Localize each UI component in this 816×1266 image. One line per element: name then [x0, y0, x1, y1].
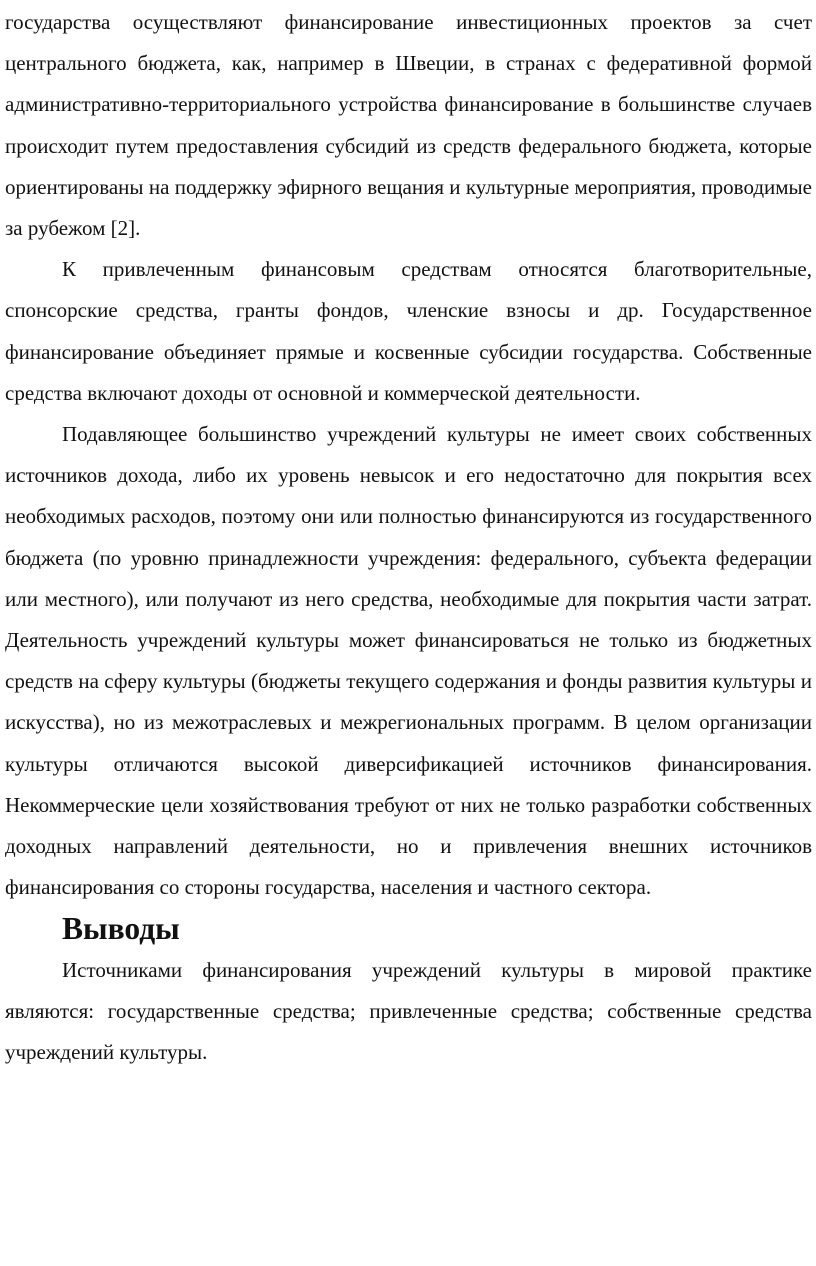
conclusions-heading: Выводы — [62, 911, 180, 947]
paragraph-majority-institutions: Подавляющее большинство учреждений культуры не имеет своих собственных источников дохода, либо их уровень невысок и его недостаточно для покрытия всех необходимых расходов, поэтому они или полностью финансируются из государственного бюджета (по уровню принадлежности учреждения: федерального, субъекта федерации или местного), или получают из него средства, необходимые для покрытия части затрат. Деятельность учреждений культуры может финансироваться не только из бюджетных средств на сферу культуры (бюджеты текущего содержания и фонды развития культуры и искусства), но из межотраслевых и межрегиональных программ. В целом организации культуры отличаются высокой диверсификацией источников финансирования. Некоммерческие цели хозяйствования требуют от них не только разработки собственных доходных направлений деятельности, но и привлечения внешних источников финансирования со стороны государства, населения и частного сектора. — [5, 422, 812, 900]
conclusions-paragraph: Источниками финансирования учреждений культуры в мировой практике являются: государственные средства; привлеченные средства; собственные средства учреждений культуры. — [5, 957, 812, 1065]
paragraph-attracted-funds: К привлеченным финансовым средствам относятся благотворительные, спонсорские средства, гранты фондов, членские взносы и др. Государственное финансирование объединяет прямые и косвенные субсидии государства. Собственные средства включают доходы от основной и коммерческой деятельности. — [5, 257, 812, 405]
paragraph-continuation: государства осуществляют финансирование инвестиционных проектов за счет центрального бюджета, как, например в Швеции, в странах с федеративной формой административно-территориального устройства финансирование в большинстве случаев происходит путем предоставления субсидий из средств федерального бюджета, которые ориентированы на поддержку эфирного вещания и культурные мероприятия, проводимые за рубежом [2]. — [5, 10, 812, 241]
